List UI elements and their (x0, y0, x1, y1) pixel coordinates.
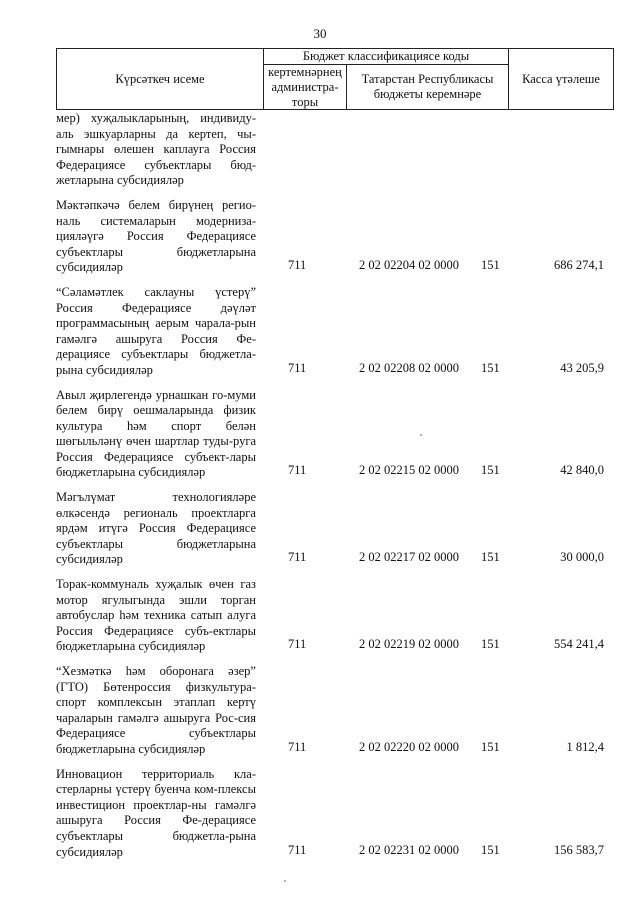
table-row (56, 198, 614, 276)
row-indicator-name: Торак-коммуналь хуҗалык өчен газ мотор ягулыгында эшли торган автобуслар һәм техника сатып алуга Россия Федерациясе субъ-ектлары бюджетларына субсидияләр (56, 577, 256, 654)
table-row (56, 664, 614, 758)
page-number: 30 (313, 26, 327, 41)
row-amount: 156 583,7 (554, 842, 604, 857)
row-administrator-code: 711 (288, 637, 307, 652)
row-indicator-name: “Хезмәткә һәм оборонага әзер” (ГТО) Бөтенроссия физкультура-спорт комплексын этаплап кертү чараларын гамәлгә ашыруга Рос-сия Федерациясе субъектлары бюджетларына субсидияләр (56, 664, 256, 756)
table-row (56, 285, 614, 379)
table-row (56, 388, 614, 482)
row-indicator-name: “Сәламәтлек саклауны үстерү” Россия Федерациясе дәүләт программасының аерым чарала-рын гамәлгә ашыруга Россия Фе-дерациясе субъектлары бюджетла-рына субсидияләр (56, 284, 256, 377)
row-amount: 43 205,9 (560, 360, 604, 375)
row-revenue-code: 2 02 02215 02 0000 (359, 463, 459, 478)
row-amount: 686 274,1 (554, 258, 604, 273)
row-indicator-name: Инновацион территориаль кла-стерларны үстерү буенча ком-плексы инвестицион проектлар-ны гамәлгә ашыруга Россия Фе-дерациясе субъектлары бюджетла-рына субсидияләр (56, 766, 256, 859)
header-cash-execution: Касса үтәлеше (522, 71, 600, 86)
row-amount: 554 241,4 (554, 637, 604, 652)
table-header (56, 48, 614, 110)
table-row (56, 577, 614, 655)
row-indicator-name: Авыл җирлегендә урнашкан го-муми белем бирү оешмаларында физик культура һәм спорт белән шөгыльләнү өчен шартлар туды-руга Россия Федерациясе субъект-лары бюджетларына субсидияләр (56, 387, 256, 480)
table-body (56, 111, 614, 860)
row-administrator-code: 711 (288, 463, 307, 478)
row-indicator-name: мер) хуҗалыкларының, индивиду-аль эшкуарларны да кертеп, чы-гымнары өлешен каплауга Россия Федерациясе субъектлары бюд-жетларына субсидияләр (56, 111, 256, 188)
row-subcode: 151 (481, 463, 500, 478)
table-row (56, 767, 614, 861)
row-revenue-code: 2 02 02208 02 0000 (359, 360, 459, 375)
row-subcode: 151 (481, 739, 500, 754)
row-subcode: 151 (481, 550, 500, 565)
row-revenue-code: 2 02 02231 02 0000 (359, 842, 459, 857)
row-subcode: 151 (481, 360, 500, 375)
row-revenue-code: 2 02 02220 02 0000 (359, 739, 459, 754)
row-amount: 30 000,0 (560, 550, 604, 565)
scan-speck (284, 880, 286, 882)
header-revenue-administrator: кертемнәрнең администра-торы (264, 65, 347, 109)
row-administrator-code: 711 (288, 550, 307, 565)
row-administrator-code: 711 (288, 739, 307, 754)
row-revenue-code: 2 02 02217 02 0000 (359, 550, 459, 565)
row-amount: 42 840,0 (560, 463, 604, 478)
header-budget-classification: Бюджет классификациясе коды (264, 49, 509, 65)
row-revenue-code: 2 02 02204 02 0000 (359, 258, 459, 273)
row-revenue-code: 2 02 02219 02 0000 (359, 637, 459, 652)
row-indicator-name: Мәгълүмат технологияләре өлкәсендә региональ проектларга ярдәм итүгә Россия Федерациясе субъектлары бюджетларына субсидияләр (56, 490, 256, 567)
row-administrator-code: 711 (288, 360, 307, 375)
table-row (56, 111, 614, 189)
row-subcode: 151 (481, 258, 500, 273)
row-administrator-code: 711 (288, 258, 307, 273)
row-subcode: 151 (481, 842, 500, 857)
row-administrator-code: 711 (288, 842, 307, 857)
table-row (56, 490, 614, 568)
row-amount: 1 812,4 (566, 739, 604, 754)
row-subcode: 151 (481, 637, 500, 652)
header-tatarstan-revenues: Татарстан Республикасы бюджеты керемнәре (347, 65, 509, 109)
row-indicator-name: Мәктәпкәчә белем бирүнең регио-наль системаларын модерниза-цияләүгә Россия Федерациясе субъектлары бюджетларына субсидияләр (56, 197, 256, 275)
scan-speck (420, 434, 422, 436)
header-indicator-name: Күрсәткеч исеме (57, 49, 264, 109)
